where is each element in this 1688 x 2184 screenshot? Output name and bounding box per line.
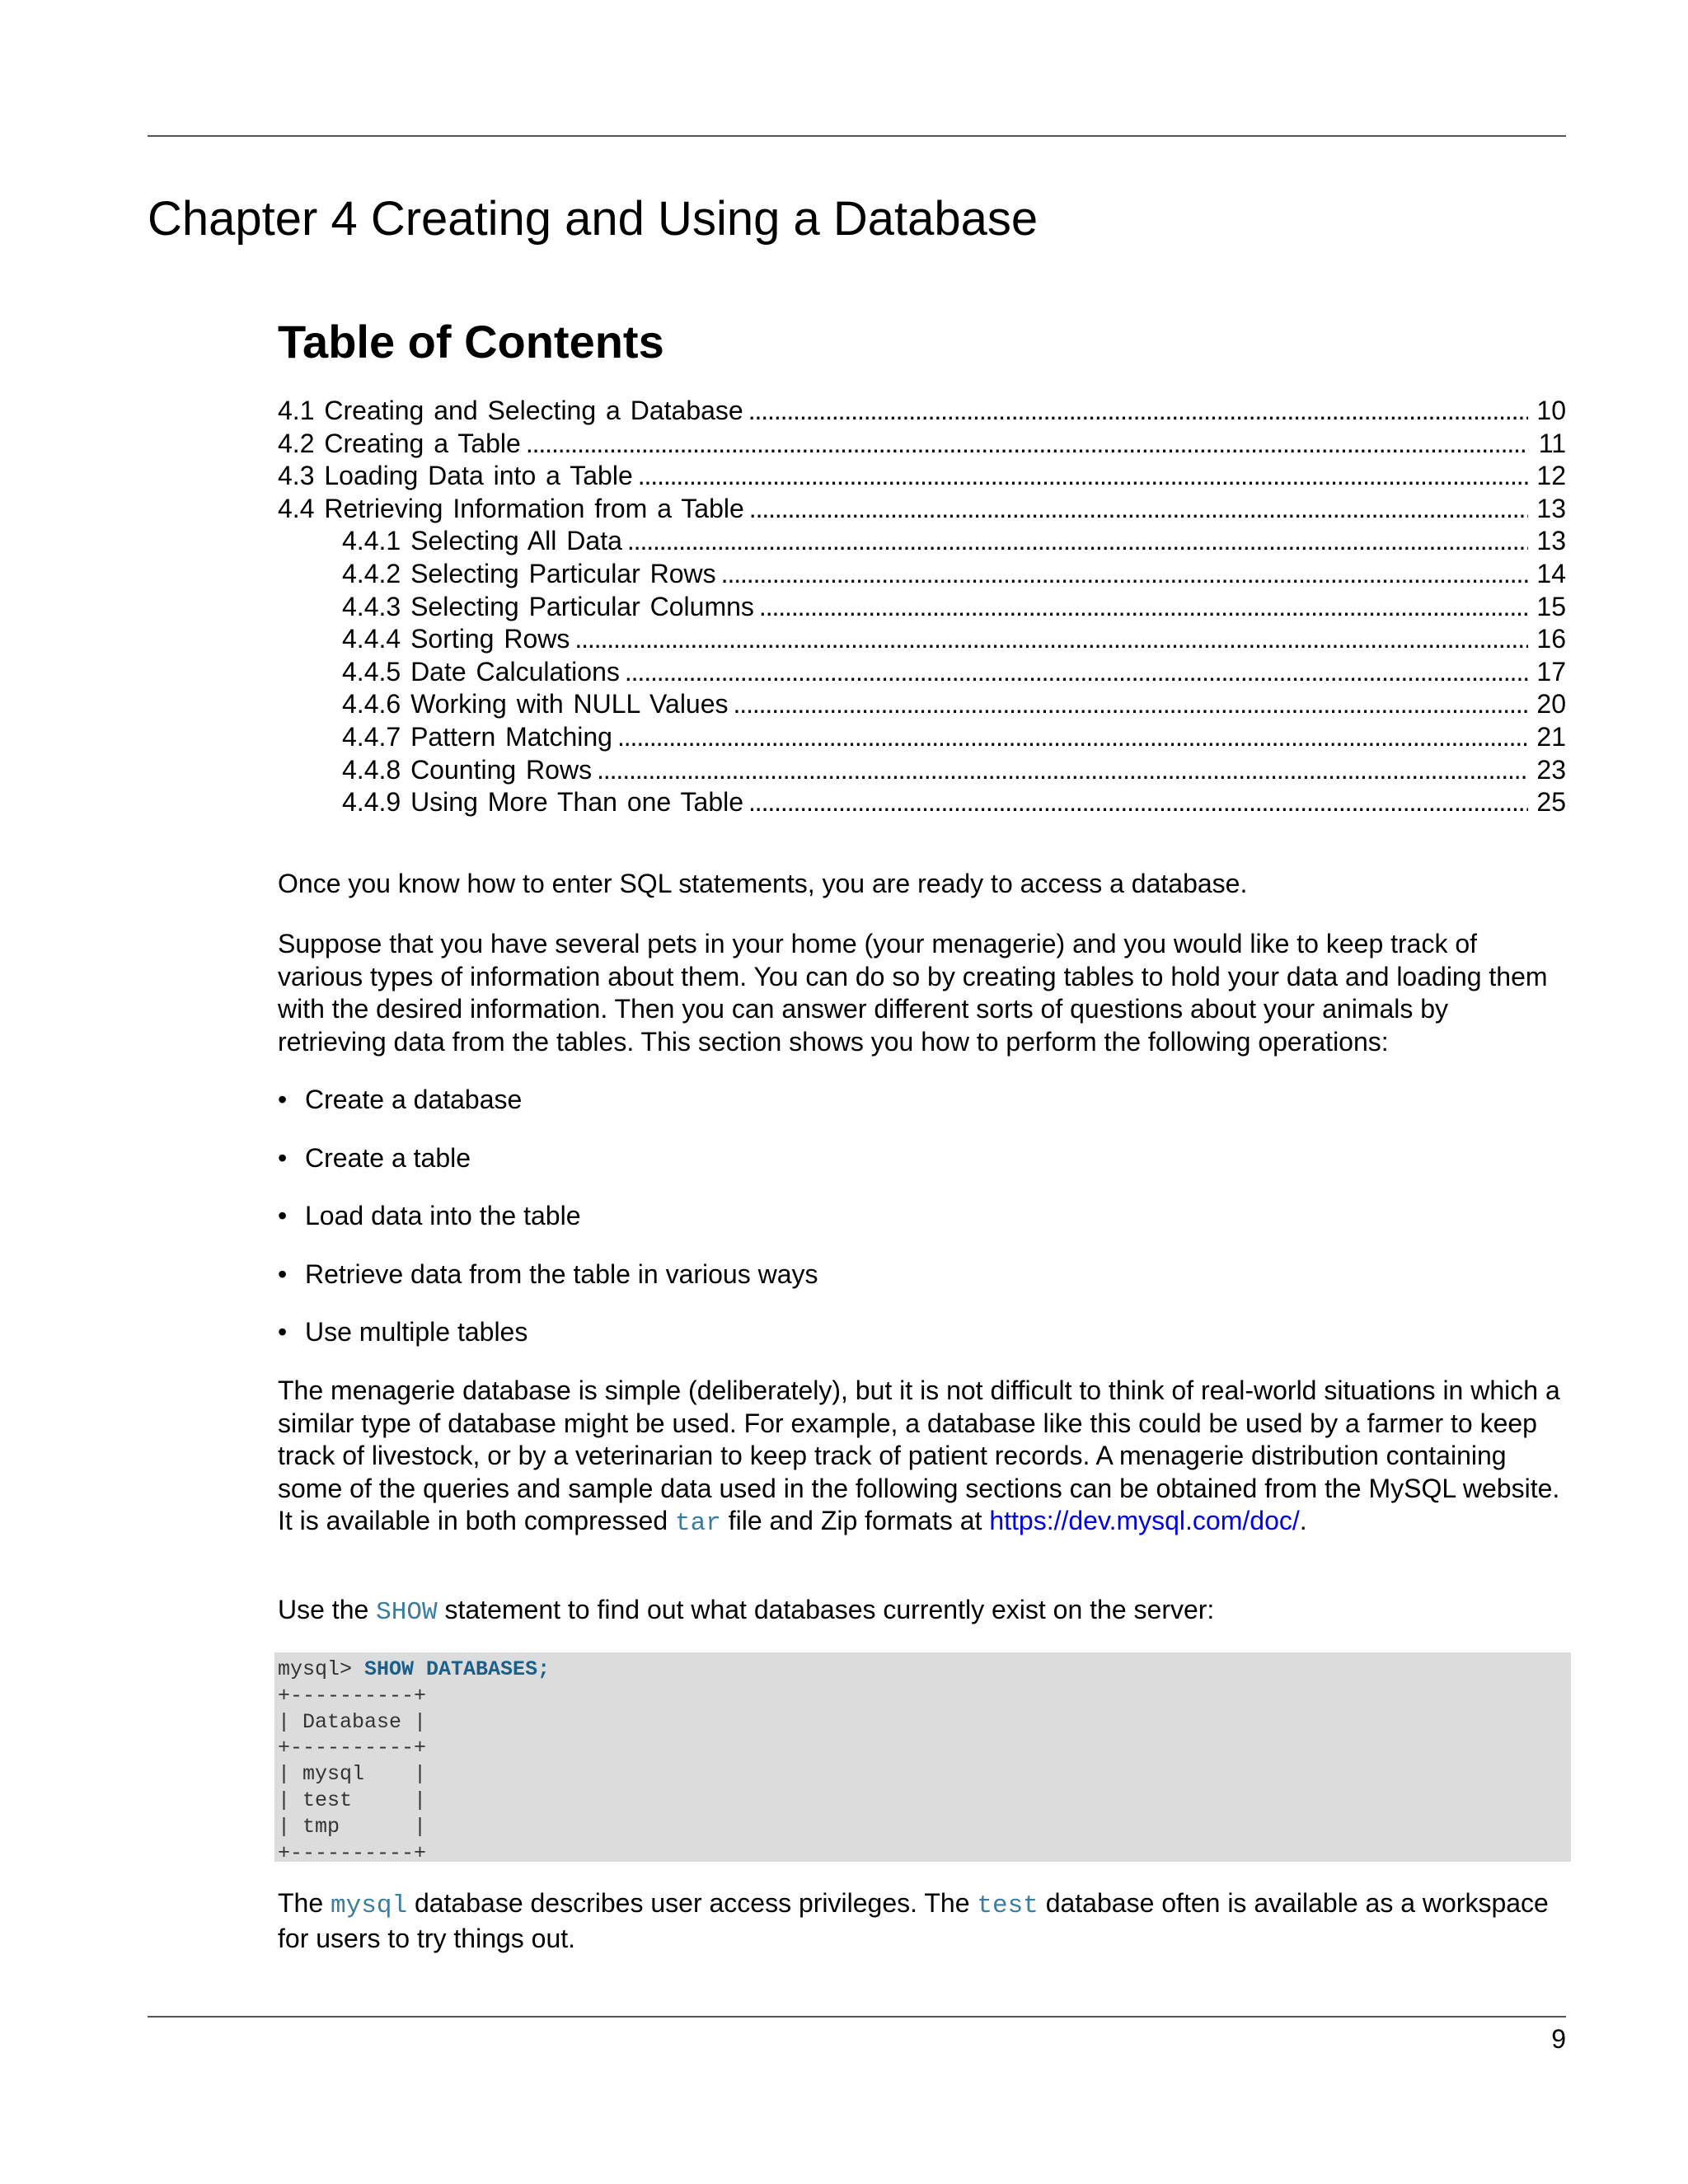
paragraph-text: Use the — [278, 1595, 377, 1624]
code-output-line: +----------+ — [278, 1683, 427, 1708]
paragraph-text: database often is available as a workspace for users to try things out. — [278, 1888, 1549, 1953]
toc-subentry[interactable] — [278, 591, 1566, 624]
toc-entry-label: 4.3 Loading Data into a Table — [278, 461, 633, 491]
bullet-icon: • — [278, 1317, 288, 1347]
inline-code-mysql: mysql — [331, 1891, 408, 1920]
toc-leader-dots — [625, 656, 1528, 689]
toc-subentry[interactable] — [278, 688, 1566, 721]
toc-entry-page: 21 — [1536, 721, 1566, 752]
list-item-text: Create a table — [305, 1142, 471, 1173]
toc-entry-label: 4.4.8 Counting Rows — [342, 754, 593, 785]
toc-entry-label: 4.2 Creating a Table — [278, 428, 521, 458]
menagerie-intro-paragraph: Suppose that you have several pets in your home (your menagerie) and you would like to keep track of various types of information about them. You can do so by creating tables to hold your data and loading them with the desired information. Then you can answer different sorts of questions about your animals by retrieving data from the tables. This section shows you how to perform the following operations: — [278, 929, 1548, 1057]
table-of-contents — [278, 395, 1566, 819]
toc-heading: Table of Contents — [278, 316, 664, 368]
toc-leader-dots — [627, 525, 1528, 558]
toc-subentry[interactable] — [278, 754, 1566, 787]
toc-entry-label: 4.4.3 Selecting Particular Columns — [342, 591, 754, 621]
toc-leader-dots — [597, 754, 1528, 787]
list-item — [278, 1316, 1564, 1375]
bullet-icon: • — [278, 1201, 288, 1231]
toc-entry-page: 17 — [1536, 656, 1566, 687]
footer-rule — [148, 2016, 1566, 2018]
code-output-line: +----------+ — [278, 1840, 427, 1865]
list-item-text: Load data into the table — [305, 1201, 581, 1231]
toc-entry-label: 4.4.9 Using More Than one Table — [342, 787, 744, 818]
menagerie-description-paragraph — [278, 1375, 1564, 1540]
toc-entry-label: 4.1 Creating and Selecting a Database — [278, 396, 743, 425]
list-item-text: Use multiple tables — [305, 1317, 528, 1347]
toc-entry-page: 13 — [1536, 526, 1566, 556]
toc-entry-label: 4.4.6 Working with NULL Values — [342, 689, 729, 719]
toc-entry-label: 4.4.1 Selecting All Data — [342, 526, 622, 556]
toc-entry-page: 23 — [1536, 754, 1566, 785]
toc-entry-page: 14 — [1536, 558, 1566, 588]
toc-leader-dots — [749, 493, 1528, 526]
code-block — [274, 1652, 1571, 1865]
paragraph-text: The menagerie database is simple (deliberately), but it is not difficult to think of real-world situations in which a similar type of database might be used. For example, a database like this could be used by a farmer to keep track of livestock, or by a veterinarian to keep track of patient records. A menagerie distribution containing some of the queries and sample data used in the following sections can be obtained from the MySQL website. It is available in both compressed — [278, 1376, 1560, 1536]
paragraph-text: file and Zip formats at — [720, 1506, 990, 1536]
code-output-line: | test | — [278, 1788, 427, 1812]
intro-paragraph: Once you know how to enter SQL statements, you are ready to access a database. — [278, 869, 1248, 898]
paragraph-text: . — [1299, 1506, 1307, 1536]
code-output-line: | Database | — [278, 1709, 427, 1734]
inline-code-tar: tar — [675, 1509, 721, 1539]
toc-entry-label: 4.4 Retrieving Information from a Table — [278, 493, 744, 523]
paragraph-text: statement to find out what databases currently exist on the server: — [437, 1595, 1215, 1624]
databases-explanation-paragraph — [278, 1887, 1564, 1955]
toc-subentry[interactable] — [278, 786, 1566, 819]
inline-code-test: test — [977, 1891, 1039, 1920]
toc-entry[interactable] — [278, 493, 1566, 526]
toc-leader-dots — [748, 395, 1528, 428]
toc-leader-dots — [638, 460, 1528, 493]
list-item — [278, 1084, 1564, 1142]
toc-leader-dots — [748, 786, 1528, 819]
mysql-docs-link[interactable]: https://dev.mysql.com/doc/ — [989, 1506, 1300, 1536]
toc-entry-page: 13 — [1536, 493, 1566, 523]
toc-entry-label: 4.4.2 Selecting Particular Rows — [342, 558, 716, 588]
list-item-text: Retrieve data from the table in various ways — [305, 1258, 818, 1289]
code-output-line: +----------+ — [278, 1736, 427, 1760]
toc-subentry[interactable] — [278, 558, 1566, 591]
toc-leader-dots — [759, 591, 1528, 624]
toc-subentry[interactable] — [278, 525, 1566, 558]
toc-entry-page: 10 — [1536, 396, 1566, 425]
toc-entry-page: 12 — [1536, 461, 1566, 491]
toc-leader-dots — [574, 623, 1528, 656]
toc-subentry[interactable] — [278, 623, 1566, 656]
page-number: 9 — [1551, 2024, 1566, 2054]
code-command: SHOW DATABASES; — [364, 1657, 551, 1681]
bullet-icon: • — [278, 1085, 288, 1114]
toc-entry-label: 4.4.5 Date Calculations — [342, 656, 620, 687]
toc-entry-page: 15 — [1536, 591, 1566, 621]
toc-entry[interactable] — [278, 395, 1566, 428]
code-prompt: mysql> — [278, 1657, 365, 1681]
toc-entry-page: 16 — [1536, 624, 1566, 654]
toc-leader-dots — [734, 688, 1528, 721]
toc-leader-dots — [721, 558, 1528, 591]
toc-subentry[interactable] — [278, 656, 1566, 689]
bullet-icon: • — [278, 1258, 288, 1289]
paragraph-text: The — [278, 1888, 331, 1918]
header-rule — [148, 135, 1566, 137]
inline-code-show: SHOW — [376, 1598, 438, 1627]
chapter-title: Chapter 4 Creating and Using a Database — [148, 192, 1039, 246]
code-output-line: | tmp | — [278, 1814, 427, 1839]
show-statement-paragraph — [278, 1594, 1564, 1629]
toc-entry[interactable] — [278, 460, 1566, 493]
toc-entry[interactable] — [278, 428, 1566, 461]
toc-subentry[interactable] — [278, 721, 1566, 754]
operations-list — [278, 1084, 1564, 1375]
list-item — [278, 1142, 1564, 1201]
toc-entry-page: 11 — [1538, 428, 1566, 458]
toc-leader-dots — [617, 721, 1528, 754]
code-output-line: | mysql | — [278, 1762, 427, 1787]
bullet-icon: • — [278, 1142, 288, 1173]
list-item — [278, 1200, 1564, 1258]
toc-entry-label: 4.4.7 Pattern Matching — [342, 721, 612, 752]
toc-entry-label: 4.4.4 Sorting Rows — [342, 624, 570, 654]
toc-entry-page: 20 — [1536, 689, 1566, 719]
list-item — [278, 1258, 1564, 1317]
toc-leader-dots — [526, 428, 1528, 461]
paragraph-text: database describes user access privileges. The — [407, 1888, 978, 1918]
toc-entry-page: 25 — [1536, 787, 1566, 818]
list-item-text: Create a database — [305, 1085, 523, 1114]
